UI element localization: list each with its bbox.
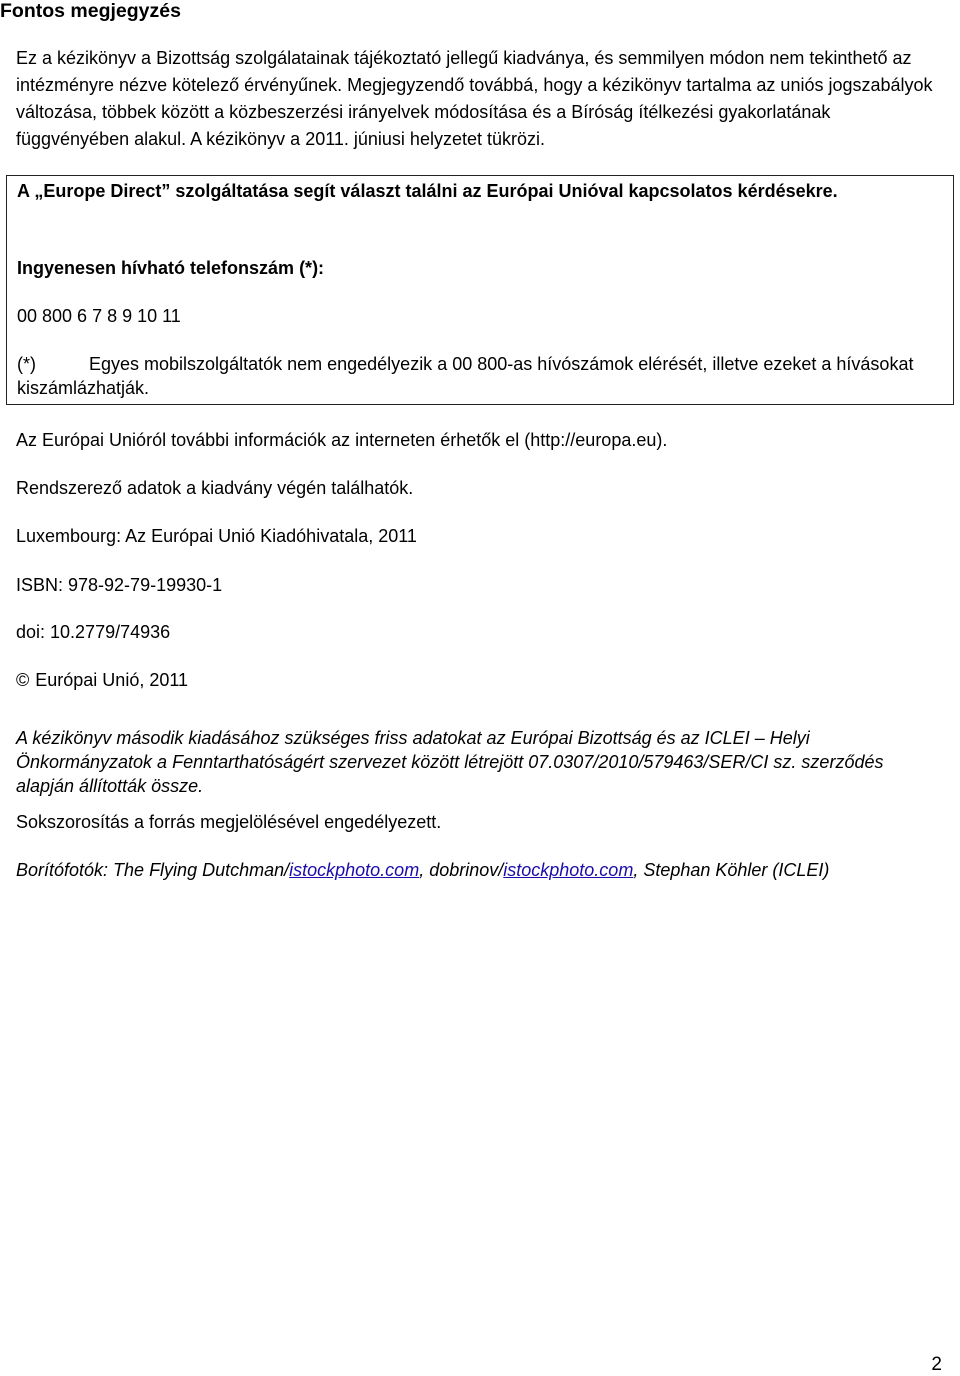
- page-title: Fontos megjegyzés: [0, 0, 181, 22]
- doi-line: doi: 10.2779/74936: [16, 622, 171, 642]
- istockphoto-link-2[interactable]: istockphoto.com: [503, 860, 634, 880]
- europe-direct-box: [6, 175, 954, 405]
- footnote-marker: (*): [17, 354, 36, 374]
- phone-label: Ingyenesen hívható telefonszám (*):: [17, 258, 325, 278]
- publisher-line: Luxembourg: Az Európai Unió Kiadóhivatala, 2011: [16, 526, 417, 546]
- phone-footnote: [17, 352, 942, 400]
- copyright-icon: ©: [16, 670, 30, 690]
- eu-info-line: Az Európai Unióról további információk az interneten érhetők el (http://europa.eu).: [16, 430, 668, 450]
- contract-note: A kézikönyv második kiadásához szükséges friss adatokat az Európai Bizottság és az ICLEI – Helyi Önkormányzatok a Fenntarthatóságért szervezet között létrejött 07.0307/2010/579463/SER/CI sz. szerződés alapján állították össze.: [16, 728, 884, 796]
- copyright-text: Európai Unió, 2011: [35, 670, 189, 690]
- credit-suffix: , Stephan Köhler (ICLEI): [633, 860, 830, 880]
- page-number: 2: [931, 1354, 942, 1375]
- credit-middle: , dobrinov/: [419, 860, 504, 880]
- footnote-text: Egyes mobilszolgáltatók nem engedélyezik a 00 800-as hívószámok elérését, illetve ezeket a hívásokat kiszámlázhatják.: [17, 354, 914, 398]
- copyright-line: [16, 668, 946, 692]
- catalog-line: Rendszerező adatok a kiadvány végén találhatók.: [16, 478, 414, 498]
- isbn-line: ISBN: 978-92-79-19930-1: [16, 575, 223, 595]
- notice-paragraph: Ez a kézikönyv a Bizottság szolgálatainak tájékoztató jellegű kiadványa, és semmilyen módon nem tekinthető az intézményre nézve kötelező érvényűnek. Megjegyzendő továbbá, hogy a kézikönyv tartalma az uniós jogszabályok változása, többek között a közbeszerzési irányelvek módosítása és a Bíróság ítélkezési gyakorlatának függvényében alakul. A kézikönyv a 2011. júniusi helyzetet tükrözi.: [16, 48, 933, 149]
- reproduction-line: Sokszorosítás a forrás megjelölésével engedélyezett.: [16, 812, 442, 832]
- europe-direct-title: A „Europe Direct” szolgáltatása segít választ találni az Európai Unióval kapcsolatos kérdésekre.: [17, 181, 838, 201]
- credit-prefix: Borítófotók: The Flying Dutchman/: [16, 860, 290, 880]
- cover-photos-credit: [16, 858, 946, 882]
- istockphoto-link-1[interactable]: istockphoto.com: [289, 860, 420, 880]
- phone-number: 00 800 6 7 8 9 10 11: [17, 306, 181, 326]
